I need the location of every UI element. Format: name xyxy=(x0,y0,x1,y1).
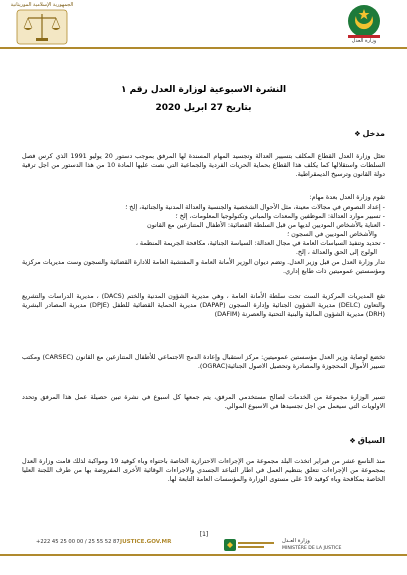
footer-ministry-french: MINISTÈRE DE LA JUSTICE xyxy=(282,546,342,551)
list-item: - العناية بالأشخاص الموديين لديها من قبل السلطة القضائية: الأطفال المتنازعين مع القانون xyxy=(147,221,385,229)
diamond-bullet-icon: ❖ xyxy=(354,129,361,138)
paragraph-public-bodies: تخضع لوصاية وزير العدل مؤسستين عموميتين: مركز استقبال وإعادة الدمج الاجتماعي للأطفال المتنازعين مع القانون (CARSEC) ومكتب تسيير الأموال المحجوزة والمصادرة وتحصيل الاصول الجنائية(OGRAC). xyxy=(22,353,385,370)
section-heading-intro xyxy=(354,129,385,138)
header-rule xyxy=(0,47,407,49)
bulletin-title: النشرة الاسبوعية لوزارة العدل رقم ١ xyxy=(120,85,287,95)
tasks-intro: تقوم وزارة العدل بعدة مهام: xyxy=(309,193,385,201)
header-org-name: وزارة العدل xyxy=(351,38,377,44)
footer-rule xyxy=(0,554,407,556)
paragraph-intro: تعتَل وزارة العدل القطاع المكلف بتسيير العدالة وتجسيد المهام المسندة لها المرفق بموجب دستور 20 يوليو 1991 الذي كرس فصل السلطات واستقلالها كما يكلف هذا القطاع بحماية الحريات الفردية والجماعية التي نصت عليها المادة 10 من هذا الدستور من اجل ترقية دولة القانون وترسيخ الديمقراطية. xyxy=(22,152,386,178)
tasks-list xyxy=(22,203,385,257)
emblem-title: الجمهورية الإسلامية الموريتانية xyxy=(10,2,74,8)
diamond-bullet-icon: ❖ xyxy=(349,436,356,445)
ministry-logo-icon xyxy=(224,538,276,552)
national-seal-icon xyxy=(347,4,381,42)
paragraph-structure: تدار وزارة العدل من قبل وزير العدل. وتضم ديوان الوزير الأمانة العامة و المفتشية العامة للادارة القضائية والسجون وست مديريات مركزية ومؤسستين عموميتين ذات طابع إداري. xyxy=(22,258,385,275)
paragraph-context: منذ التاسع عشر من فبراير اتخذت البلد مجموعة من الإجراءات الاحترازية الخاصة باحتواء وباء كوفيد 19 ومواكبة لذلك قامت وزارة العدل بمجموعة من الإجراءات تتعلق بتنظيم العمل في اطار التباعد الجسدي والاجراءات الوقائية الأخرى المفروضة بها من طرف اللجنة العليا الخاصة بمكافحة وباء كوفيد 19 على مستوى الوزارة والمؤسسات العامة التابعة لها. xyxy=(22,457,385,483)
section-heading-text: مدخل xyxy=(362,129,385,138)
list-item: الولوج إلى الحق والعدالة ، إلخ. xyxy=(295,248,377,256)
page-number: [1] xyxy=(199,531,209,538)
section-heading-text: السياق xyxy=(357,436,385,445)
list-item: - تحديد وتنفيذ السياسات العامة في مجال العدالة: السياسة الجنائية، مكافحة الجريمة المنظمة ، xyxy=(135,239,385,247)
footer-phone: +222 45 25 00 00 / 25 55 52 87 xyxy=(36,539,120,545)
footer-ministry-arabic: وزارة العـدل xyxy=(282,538,310,544)
footer-website-link[interactable]: JUSTICE.GOV.MR xyxy=(120,539,172,545)
bulletin-date: بتاريخ 27 ابريل 2020 xyxy=(155,103,252,113)
paragraph-weekly-services: تسير الوزارة مجموعة من الخدمات لصالح مستخدمي المرفق، يتم جمعها كل اسبوع في نشرة تبين حصيلة عمل هذا المرفق وتحدد الاولويات التي سيعمل من اجل تجسيدها في الاسبوع الموالي. xyxy=(22,393,385,410)
page-header xyxy=(0,0,407,52)
page-footer xyxy=(0,527,407,575)
list-item: والأشخاص الموديين في السجون ؛ xyxy=(287,230,377,238)
list-item: - إعداد النصوص في مجالات معينة، مثل الأحوال الشخصية والجنسية والعدالة المدنية والجنائية، إلخ ؛ xyxy=(125,203,385,211)
paragraph-directorates: تقع المديريات المركزية الست تحت سلطة الأمانة العامة ، وهي مديرية الشؤون المدنية والختم (DACS) ، مديرية الدراسات والتشريع والتعاون (DELC) مديرية الشؤون الجنائية وإدارة السجون (DAPAP) مديرية الحماية القضائية للطفل (DPJE) مديرية المصادر البشرية (DRH) مديرية الشؤون المالية والبنية التحتية والعصرنة (DAFIM) xyxy=(22,292,385,318)
section-heading-context xyxy=(349,436,385,445)
list-item: - تسيير موارد العدالة: الموظفين والمعدات والمباني وتكنولوجيا المعلومات، إلخ ؛ xyxy=(175,212,385,220)
